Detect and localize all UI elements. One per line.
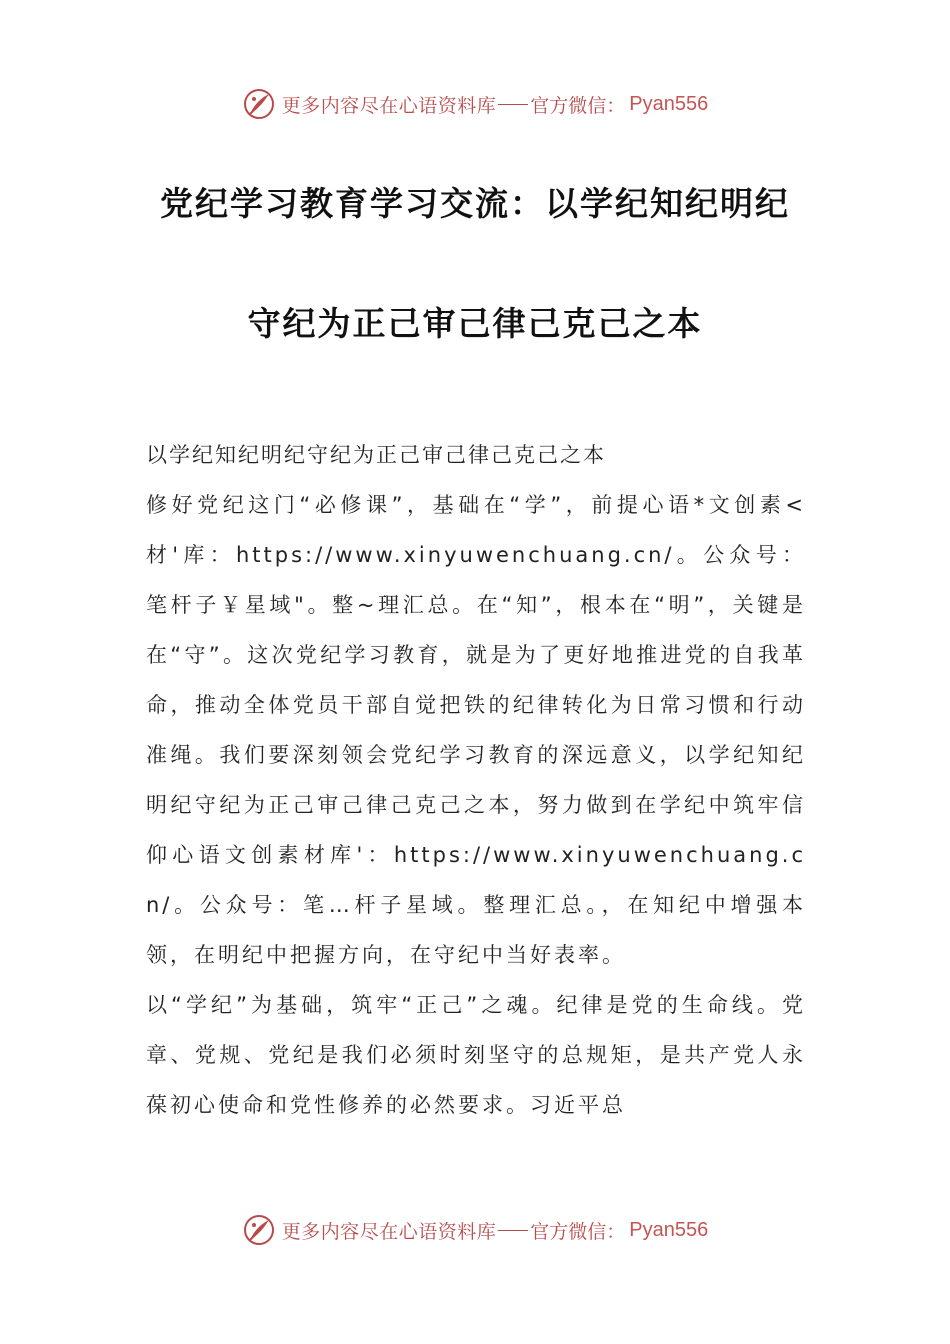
- banner-text: 更多内容尽在心语资料库: [281, 94, 497, 117]
- quill-logo-icon: [242, 87, 276, 121]
- banner-text: 更多内容尽在心语资料库: [281, 1220, 497, 1243]
- banner-wechat-label: 官方微信：: [530, 94, 626, 117]
- banner-wechat-id: Pyan556: [629, 1218, 709, 1241]
- document-body: [146, 430, 806, 1130]
- footer-banner: [0, 1210, 950, 1250]
- banner-dash: [498, 1230, 528, 1231]
- banner-wechat-id: Pyan556: [629, 92, 709, 115]
- banner-wechat-label: 官方微信：: [530, 1220, 626, 1243]
- body-paragraph-1: 以学纪知纪明纪守纪为正己审己律己克己之本: [146, 443, 606, 467]
- header-banner: [0, 84, 950, 124]
- document-title-line-1: 党纪学习教育学习交流：以学纪知纪明纪: [160, 184, 790, 223]
- banner-dash: [498, 104, 528, 105]
- body-paragraph-3: 以“学纪”为基础，筑牢“正己”之魂。纪律是党的生命线。党章、党规、党纪是我们必须时刻坚守的总规矩，是共产党人永葆初心使命和党性修养的必然要求。习近平总: [146, 993, 806, 1117]
- body-paragraph-2: 修好党纪这门“必修课”，基础在“学”，前提心语*文创素<材'库：https://www.xinyuwenchuang.cn/。公众号：笔杆子￥星域"。整~理汇总。在“知”，根本在“明”，关键是在“守”。这次党纪学习教育，就是为了更好地推进党的自我革命，推动全体党员干部自觉把铁的纪律转化为日常习惯和行动准绳。我们要深刻领会党纪学习教育的深远意义，以学纪知纪明纪守纪为正己审己律己克己之本，努力做到在学纪中筑牢信仰心语文创素材库'：https://www.xinyuwenchuang.cn/。公众号：笔…杆子星域。整理汇总。，在知纪中增强本领，在明纪中把握方向，在守纪中当好表率。: [146, 493, 806, 967]
- document-title-line-2: 守纪为正己审己律己克己之本: [247, 304, 703, 343]
- quill-logo-icon: [242, 1213, 276, 1247]
